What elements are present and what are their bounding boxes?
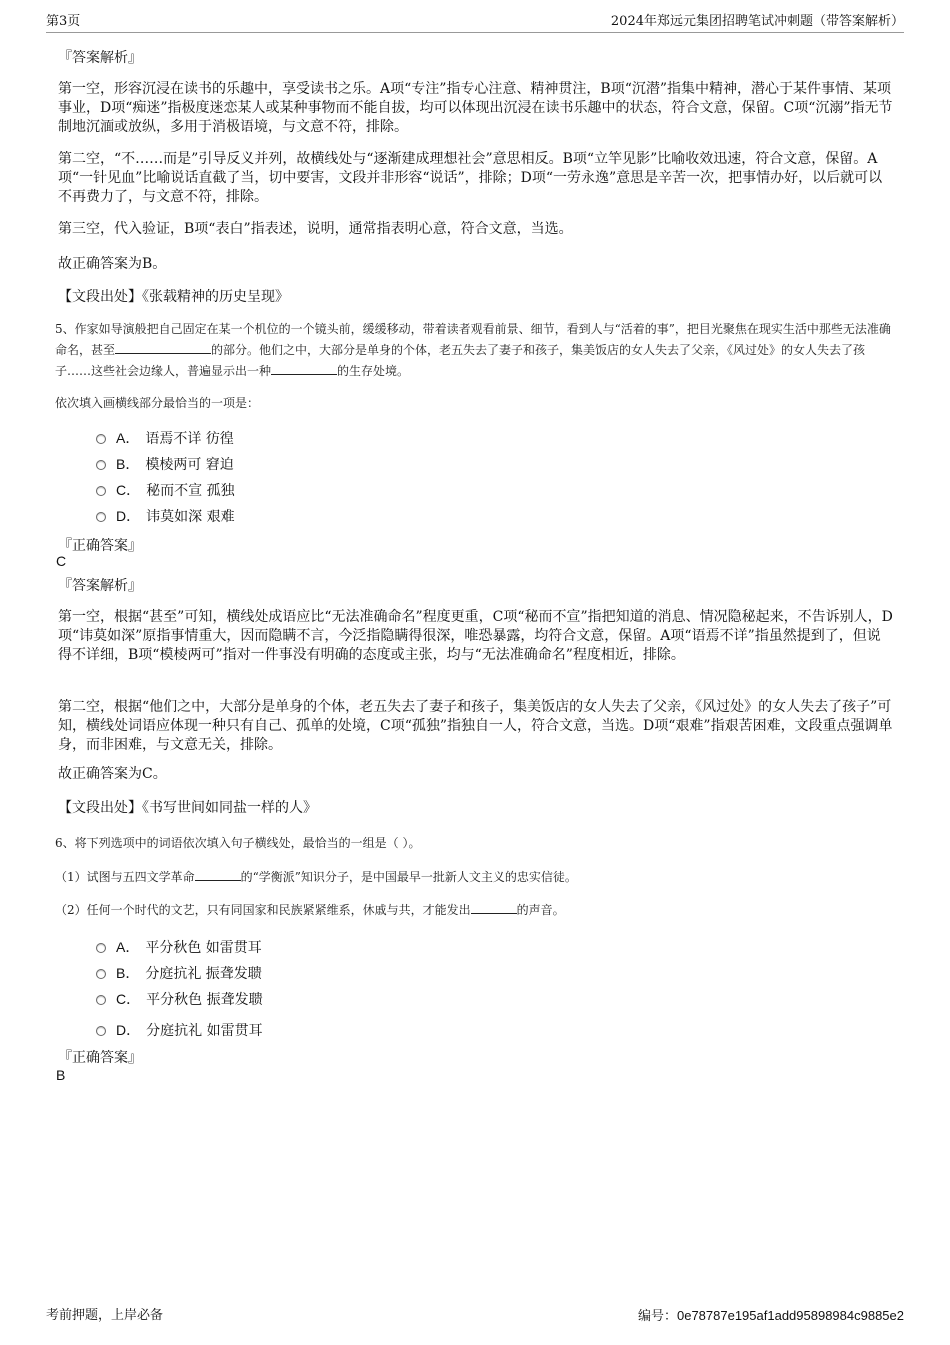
q6-blank-1 <box>195 868 241 881</box>
q4-analysis-p2: 第二空，“不……而是”引导反义并列，故横线处与“逐渐建成理想社会”意思相反。B项“立竿见影”比喻收效迅速，符合文意，保留。A项“一针见血”比喻说话直截了当，切中要害，文段并非形容“说话”，排除；D项“一劳永逸”意思是辛苦一次，把事情办好，以后就可以不再费力了，与文意不符，排除。 <box>58 151 883 205</box>
q6-stem: 6、将下列选项中的词语依次填入句子横线处，最恰当的一组是（ ）。 <box>55 836 421 850</box>
q4-source: 【文段出处】《张载精神的历史呈现》 <box>58 289 289 305</box>
q6-option-a[interactable]: A． 平分秋色 如雷贯耳 <box>96 936 262 958</box>
q5-option-a[interactable]: A． 语焉不详 彷徨 <box>96 427 234 449</box>
q6-option-b[interactable]: B． 分庭抗礼 振聋发聩 <box>96 962 262 984</box>
q4-analysis-p3: 第三空，代入验证，B项“表白”指表述，说明，通常指表明心意，符合文意，当选。 <box>58 221 573 237</box>
document-id: 编号：0e78787e195af1add95898984c9885e2 <box>637 1308 904 1323</box>
q6-sentence-2: （2）任何一个时代的文艺，只有同国家和民族紧紧维系，休戚与共，才能发出 的声音。 <box>55 903 565 917</box>
q5-option-d[interactable]: D． 讳莫如深 艰难 <box>96 505 235 527</box>
radio-icon[interactable] <box>96 460 106 470</box>
q5-source: 【文段出处】《书写世间如同盐一样的人》 <box>58 800 317 816</box>
q6-option-d[interactable]: D． 分庭抗礼 如雷贯耳 <box>96 1019 263 1041</box>
q5-stem <box>55 319 897 382</box>
q5-conclusion: 故正确答案为C。 <box>58 766 167 782</box>
q5-blank-1 <box>115 341 211 354</box>
radio-icon[interactable] <box>96 486 106 496</box>
radio-icon[interactable] <box>96 1026 106 1036</box>
q6-blank-2 <box>471 901 517 914</box>
q5-blank-2 <box>271 362 337 375</box>
q6-sentence-1: （1）试图与五四文学革命 的“学衡派”知识分子，是中国最早一批新人文主义的忠实信徒。 <box>55 870 577 884</box>
q5-stem-part-a: 5、作家如导演般把自己固定在某一个机位的一个镜头前，缓缓移动，带着读者观看前景、细节，看到人与“活着的事”，把目光聚焦在现实生活中那些无法准确命名，甚至 <box>55 322 891 357</box>
page-footer <box>46 1306 904 1326</box>
q4-analysis-p1: 第一空，形容沉浸在读书的乐趣中，享受读书之乐。A项“专注”指专心注意、精神贯注，B项“沉潜”指集中精神，潜心于某件事情、某项事业，D项“痴迷”指极度迷恋某人或某种事物而不能自拔，均可以体现出沉浸在读书乐趣中的状态，符合文意，保留。C项“沉溺”指无节制地沉湎或放纵，多用于消极语境，与文意不符，排除。 <box>58 81 893 135</box>
q5-correct-answer: C <box>56 553 67 569</box>
q5-stem-part-b: 的部分。他们之中，大部分是单身的个体，老五失去了妻子和孩子，集美饭店的女人失去了父亲，《风过处》的女人失去了孩子……这些社会边缘人，普遍显示出一种 <box>55 343 866 378</box>
q6-correct-answer: B <box>56 1067 66 1083</box>
q6-option-c[interactable]: C． 平分秋色 振聋发聩 <box>96 988 263 1010</box>
q4-conclusion: 故正确答案为B。 <box>58 256 167 272</box>
q5-stem-part-c: 的生存处境。 <box>337 364 410 378</box>
page-number: 第3页 <box>46 14 81 29</box>
q5-option-c[interactable]: C． 秘而不宣 孤独 <box>96 479 235 501</box>
q4-analysis-label: 『答案解析』 <box>58 50 142 66</box>
radio-icon[interactable] <box>96 995 106 1005</box>
radio-icon[interactable] <box>96 434 106 444</box>
radio-icon[interactable] <box>96 512 106 522</box>
q5-analysis-p1: 第一空，根据“甚至”可知，横线处成语应比“无法准确命名”程度更重，C项“秘而不宣”指把知道的消息、情况隐秘起来，不告诉别人，D项“讳莫如深”原指事情重大，因而隐瞒不言，今泛指隐瞒得很深，唯恐暴露，均符合文意，保留。A项“语焉不详”指虽然提到了，但说得不详细，B项“模棱两可”指对一件事没有明确的态度或主张，均与“无法准确命名”程度相近，排除。 <box>58 609 893 663</box>
q5-analysis-p2: 第二空，根据“他们之中，大部分是单身的个体，老五失去了妻子和孩子，集美饭店的女人失去了父亲，《风过处》的女人失去了孩子”可知，横线处词语应体现一种只有自己、孤单的处境，C项“孤独”指独自一人，符合文意，当选。D项“艰难”指艰苦困难，文段重点强调单身，而非困难，与文意无关，排除。 <box>58 699 893 753</box>
radio-icon[interactable] <box>96 969 106 979</box>
page-header <box>46 12 904 33</box>
footer-slogan: 考前押题，上岸必备 <box>46 1308 164 1323</box>
q5-correct-label: 『正确答案』 <box>58 538 142 554</box>
q6-correct-label: 『正确答案』 <box>58 1050 142 1066</box>
q5-analysis-label: 『答案解析』 <box>58 578 142 594</box>
q5-option-b[interactable]: B． 模棱两可 窘迫 <box>96 453 234 475</box>
radio-icon[interactable] <box>96 943 106 953</box>
q5-instruction: 依次填入画横线部分最恰当的一项是： <box>55 396 260 410</box>
document-title: 2024年郑远元集团招聘笔试冲刺题（带答案解析） <box>610 14 904 29</box>
